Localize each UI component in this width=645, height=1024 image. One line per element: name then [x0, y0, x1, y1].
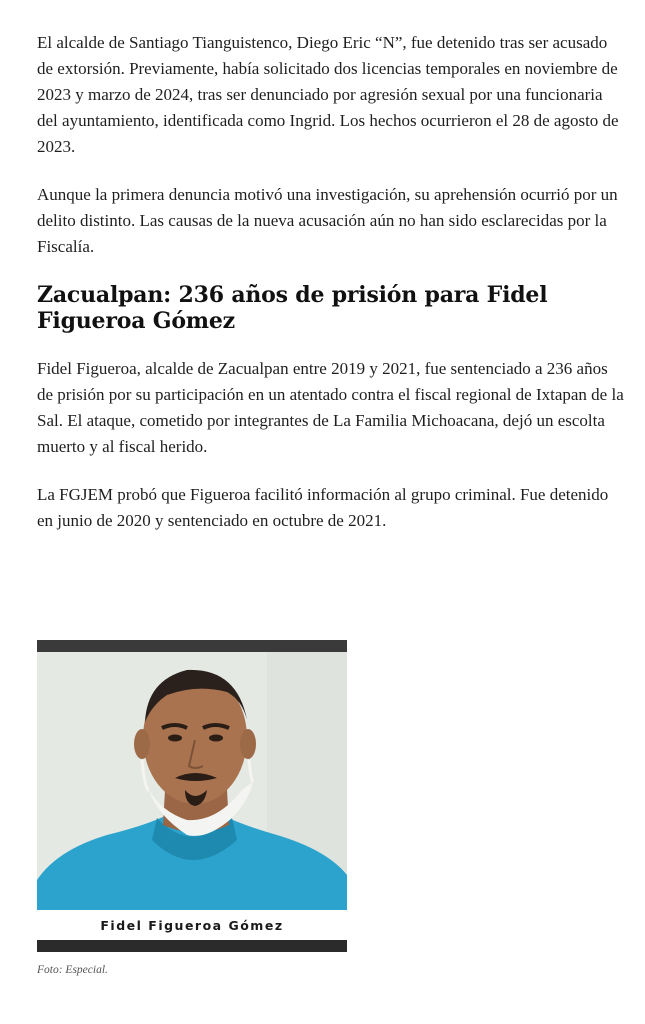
mugshot-photo[interactable] — [37, 640, 347, 952]
article-paragraph: El alcalde de Santiago Tianguistenco, Diego Eric “N”, fue detenido tras ser acusado de extorsión. Previamente, había solicitado dos licencias temporales en noviembre de 2023 y marzo de 2024, tras ser denunciado por agresión sexual por una funcionaria del ayuntamiento, identificada como Ingrid. Los hechos ocurrieron el 28 de agosto de 2023. — [37, 33, 619, 156]
photo-name-bar — [37, 910, 347, 940]
article-body — [37, 30, 627, 556]
article-paragraph: La FGJEM probó que Figueroa facilitó información al grupo criminal. Fue detenido en junio de 2020 y sentenciado en octubre de 2021. — [37, 485, 609, 530]
article-paragraph: Fidel Figueroa, alcalde de Zacualpan entre 2019 y 2021, fue sentenciado a 236 años de prisión por su participación en un atentado contra el fiscal regional de Ixtapan de la Sal. El ataque, cometido por integrantes de La Familia Michoacana, dejó un escolta muerto y al fiscal herido. — [37, 359, 624, 456]
photo-name-label: Fidel Figueroa Gómez — [100, 917, 284, 933]
section-heading: Zacualpan: 236 años de prisión para Fidel Figueroa Gómez — [37, 282, 548, 334]
portrait-illustration — [37, 640, 347, 952]
article-paragraph: Aunque la primera denuncia motivó una investigación, su aprehensión ocurrió por un delito distinto. Las causas de la nueva acusación aún no han sido esclarecidas por la Fiscalía. — [37, 185, 618, 256]
photo-credit: Foto: Especial. — [37, 964, 108, 976]
photo-bottom-strip — [37, 940, 347, 952]
article-figure — [37, 640, 347, 976]
